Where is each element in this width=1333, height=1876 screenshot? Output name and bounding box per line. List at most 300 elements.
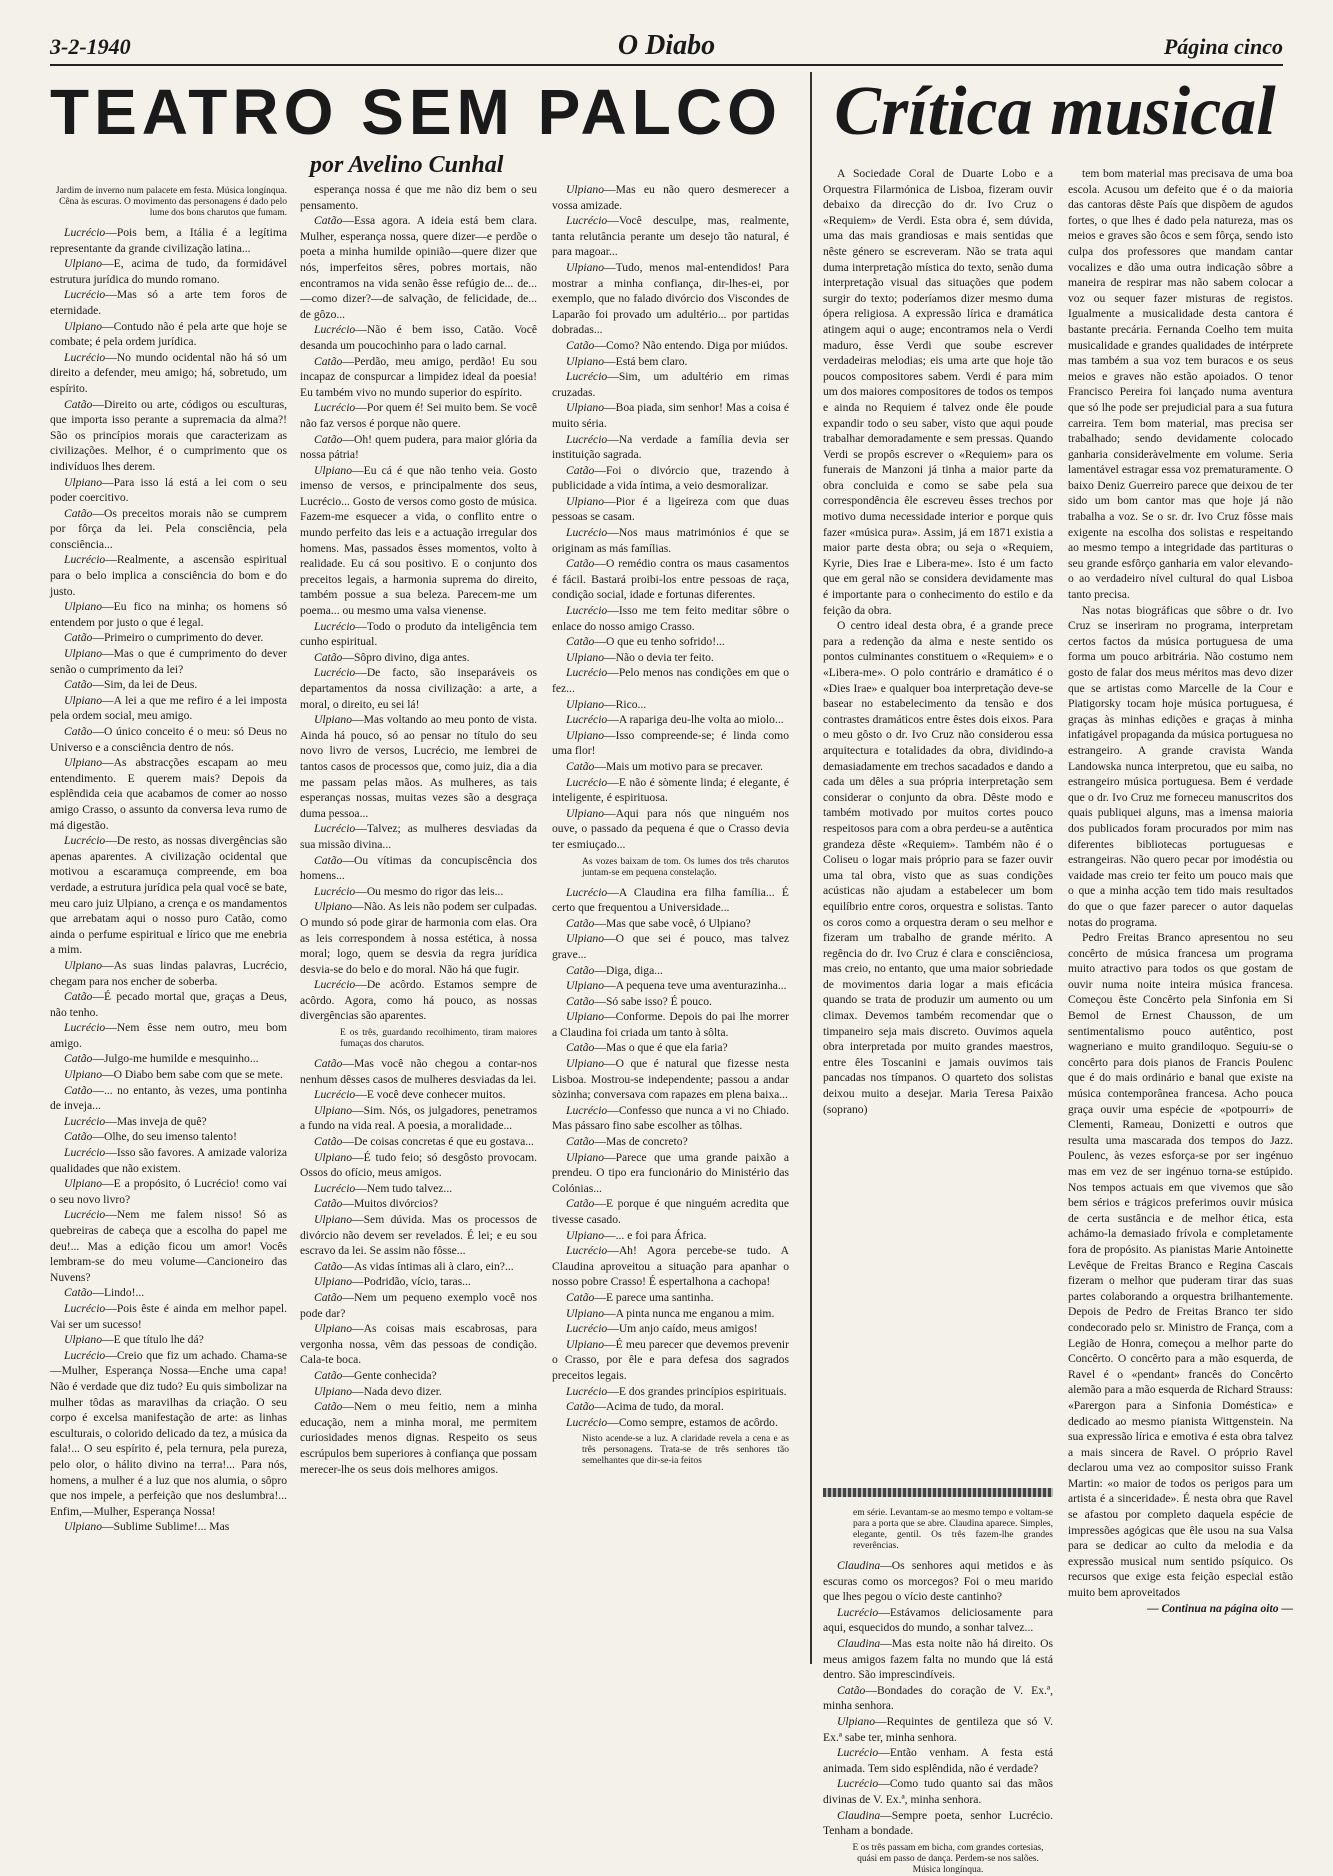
dialogue-line: Ulpiano—Está bem claro. xyxy=(566,354,688,368)
dialogue-line: Catão—Lindo!... xyxy=(64,1286,145,1300)
dialogue-line: Catão—Mais um motivo para se precaver. xyxy=(566,759,764,773)
speaker-name: Ulpiano xyxy=(566,728,605,742)
speaker-name: Lucrécio xyxy=(566,1415,608,1429)
dialogue-line: Catão—Primeiro o cumprimento do dever. xyxy=(64,631,264,645)
speaker-name: Ulpiano xyxy=(64,475,103,489)
dialogue-line: Catão—Bondades do coração de V. Ex.ª, minha senhora. xyxy=(823,1683,1053,1713)
speaker-name: Ulpiano xyxy=(566,1228,605,1242)
dialogue-text: Pior é a ligeireza com que duas pessoas se casam. xyxy=(552,494,789,524)
speaker-name: Ulpiano xyxy=(566,806,605,820)
speaker-name: Ulpiano xyxy=(314,1384,353,1398)
stage-direction: As vozes baixam de tom. Os lumes dos três charutos juntam-se em pequena constelação. xyxy=(582,856,789,878)
dialogue-text: Contudo não é pela arte que hoje se combate; é pela ordem jurídica. xyxy=(50,319,287,349)
dialogue-line: Catão—O que eu tenho sofrido!... xyxy=(566,635,725,649)
speaker-name: Ulpiano xyxy=(566,1010,605,1024)
speaker-name: Ulpiano xyxy=(314,1213,353,1226)
speaker-name: Ulpiano xyxy=(314,1150,353,1164)
dialogue-line: Ulpiano—Mas voltando ao meu ponto de vista. Ainda há pouco, só ao pensar no título do seu novo livro de versos, Lucrécio, me lembrei de tantos casos de processos que, como juiz, dia a dia me passam pelas mãos. As mulheres, as tais esperanças nossas, muitas vezes são a desgraça duma pessoa... xyxy=(300,713,537,820)
dialogue-text: Não é bem isso, Catão. Você desanda um poucochinho para o lado carnal. xyxy=(300,323,537,352)
speaker-name: Catão xyxy=(64,725,93,738)
dialogue-line: Ulpiano—As abstracções escapam ao meu entendimento. E querem mais? Depois da esplêndida ceia que acabamos de comer ao nosso amigo Crasso, o assunto da conversa leva rumo de má digestão. xyxy=(50,756,287,832)
speaker-name: Ulpiano xyxy=(64,1177,103,1191)
dialogue-text: Sim, da lei de Deus. xyxy=(103,678,198,692)
dialogue-line: Lucrécio—E dos grandes princípios espirituais. xyxy=(566,1384,787,1398)
dialogue-text: Confesso que nunca a vi no Chiado. Mas pássaro fino sabe escolher as tôlhas. xyxy=(552,1103,789,1133)
dialogue-line: Lucrécio—No mundo ocidental não há só um direito a defender, meu amigo; há, sobretudo, um espírito. xyxy=(50,350,287,395)
dialogue-line: Lucrécio—Nem me falem nisso! Só as quebreiras de cabeça que a escolha do papel me deu!... Mas a edição ficou um amor! Vocês lembram-se do meu volume—Cancioneiro das Nuvens? xyxy=(50,1208,287,1284)
dialogue-text: Direito ou arte, códigos ou esculturas, que importa isso perante a supremacia da alma?! São os princípios morais que caracterizam as civilizações. Melhor, é o cumprimento que os indivíduos lhes derem. xyxy=(50,397,287,473)
dialogue-line: Catão—Julgo-me humilde e mesquinho... xyxy=(64,1052,259,1066)
dialogue-text: Está bem claro. xyxy=(615,354,688,368)
speaker-name: Catão xyxy=(314,1290,343,1304)
speaker-name: Ulpiano xyxy=(64,958,103,972)
speaker-name: Catão xyxy=(64,1130,93,1144)
dialogue-line: Lucrécio—Como sempre, estamos de acôrdo. xyxy=(566,1415,778,1429)
critica-headline: Crítica musical xyxy=(834,73,1276,150)
dialogue-text: O que eu tenho sofrido!... xyxy=(605,635,725,649)
dialogue-text: Foi o divórcio que, trazendo à publicidade a vida íntima, a veio desmoralizar. xyxy=(552,463,789,493)
dialogue-text: E que título lhe dá? xyxy=(113,1333,204,1347)
stage-direction: E os três, guardando recolhimento, tiram maiores fumaças dos charutos. xyxy=(340,1028,537,1050)
speaker-name: Lucrécio xyxy=(64,1348,106,1362)
speaker-name: Ulpiano xyxy=(64,1520,103,1534)
dialogue-text: E porque é que ninguém acredita que tivesse casado. xyxy=(552,1197,789,1226)
dialogue-line: Lucrécio—Confesso que nunca a vi no Chiado. Mas pássaro fino sabe escolher as tôlhas. xyxy=(552,1103,789,1133)
speaker-name: Ulpiano xyxy=(566,183,605,196)
dialogue-text: Sempre poeta, senhor Lucrécio. Tenham a bondade. xyxy=(823,1808,1053,1838)
dialogue-line: Lucrécio—Creio que fiz um achado. Chama-se—Mulher, Esperança Nossa—Enche uma capa! Não é verdade que diz tudo? Eu quis simbolizar na mulher tôdas as maravilhas da criação. O seu corpo é excelsa manifestação de arte: as linhas esculturais, o colorido delicado da tez, a música da fala!... O seu espírito é, pela ternura, pela pureza, pelo olor, o hálito divino na terra!... Para nós, homens, a mulher é a luz que nos alumia, o sôpro que nos impele, a perfeição que nos deslumbra!... Enfim,—Mulher, Esperança Nossa! xyxy=(50,1348,287,1518)
dialogue-line: Ulpiano—E, acima de tudo, da formidável estrutura jurídica do mundo romano. xyxy=(50,257,287,286)
speaker-name: Claudina xyxy=(837,1808,881,1822)
speaker-name: Lucrécio xyxy=(837,1605,879,1619)
speaker-name: Catão xyxy=(314,853,343,867)
dialogue-text: Mais um motivo para se precaver. xyxy=(605,759,764,773)
speaker-name: Ulpiano xyxy=(314,1275,353,1289)
dialogue-line: Lucrécio—E não é sòmente linda; é elegante, é inteligente, é espirituosa. xyxy=(552,775,789,805)
dialogue-line: Ulpiano—Parece que uma grande paixão a prendeu. O tipo era funcionário do Ministério das Colónias... xyxy=(552,1150,789,1195)
teatro-column-2 xyxy=(300,182,537,1670)
teatro-byline: por Avelino Cunhal xyxy=(310,152,504,178)
dialogue-line: Ulpiano—E a propósito, ó Lucrécio! como vai o seu novo livro? xyxy=(50,1177,287,1206)
dialogue-line: Catão—Os preceitos morais não se cumprem por fôrça da lei. Pela consciência, pela consciência... xyxy=(50,506,287,551)
dialogue-text: Acima de tudo, da moral. xyxy=(605,1400,724,1414)
dialogue-text: Pois êste é ainda em melhor papel. Vai ser um sucesso! xyxy=(50,1301,287,1331)
speaker-name: Ulpiano xyxy=(566,494,605,508)
dialogue-line: Lucrécio—Na verdade a família devia ser instituição sagrada. xyxy=(552,432,789,462)
dialogue-text: A pinta nunca me enganou a mim. xyxy=(615,1306,775,1320)
critica-column-1 xyxy=(823,166,1053,1476)
speaker-name: Ulpiano xyxy=(837,1714,876,1728)
speaker-name: Lucrécio xyxy=(314,978,356,992)
dialogue-text: Diga, diga... xyxy=(605,963,663,977)
dialogue-line: Catão—De coisas concretas é que eu gostava... xyxy=(314,1135,534,1149)
dialogue-text: As abstracções escapam ao meu entendimento. E querem mais? Depois da esplêndida ceia que acabamos de comer ao nosso amigo Crasso, o assunto da conversa leva rumo de má digestão. xyxy=(50,756,287,832)
speaker-name: Catão xyxy=(566,1197,595,1211)
dialogue-text: Mas voltando ao meu ponto de vista. Ainda há pouco, só ao pensar no título do seu novo livro de versos, Lucrécio, me lembrei de tantos casos de processos que, como juiz, dia a dia me passam pelas mãos. As mulheres, as tais esperanças nossas, muitas vezes são a desgraça duma pessoa... xyxy=(300,713,537,820)
speaker-name: Lucrécio xyxy=(314,619,356,633)
dialogue-line: Catão—Mas de concreto? xyxy=(566,1135,688,1149)
dialogue-line: Catão—Acima de tudo, da moral. xyxy=(566,1400,724,1414)
dialogue-text: Tudo, menos mal-entendidos! Para mostrar a minha confiança, dir-lhes-ei, por exemplo, que no falado divórcio dos Viscondes de Laparão foi provado um adultério... por partidas dobradas... xyxy=(552,260,789,337)
speaker-name: Catão xyxy=(837,1683,866,1697)
dialogue-text: Todo o produto da inteligência tem cunho espiritual. xyxy=(300,619,537,649)
dialogue-text: Isso compreende-se; é linda como uma flor! xyxy=(552,728,789,758)
speaker-name: Catão xyxy=(314,354,343,368)
dialogue-text: O que sei é pouco, mas talvez grave... xyxy=(552,932,789,961)
dialogue-text: Conforme. Depois do pai lhe morrer a Claudina foi criada um tanto à sôlta. xyxy=(552,1010,789,1039)
dialogue-text: É tudo feio; só desgôsto provocam. Ossos do ofício, meus amigos. xyxy=(300,1150,537,1180)
dialogue-line: Catão—É pecado mortal que, graças a Deus, não tenho. xyxy=(50,990,287,1019)
dialogue-text: Só sabe isso? É pouco. xyxy=(605,994,712,1008)
dialogue-text: Os preceitos morais não se cumprem por fôrça da lei. Pela consciência, pela consciência... xyxy=(50,506,287,551)
speaker-name: Lucrécio xyxy=(314,1088,356,1102)
speaker-name: Lucrécio xyxy=(566,370,608,384)
stage-direction: Nisto acende-se a luz. A claridade revela a cena e as três personagens. Trata-se de três senhores tão semelhantes que dir-se-ia feitos xyxy=(582,1434,789,1467)
speaker-name: Catão xyxy=(64,990,93,1004)
dialogue-line: Lucrécio—A rapariga deu-lhe volta ao miolo... xyxy=(566,713,784,727)
dialogue-text: A pequena teve uma aventurazinha... xyxy=(615,979,787,993)
continued-note: — Continua na página oito — xyxy=(1147,1601,1293,1615)
speaker-name: Lucrécio xyxy=(64,1146,106,1160)
dialogue-text: Nem êsse nem outro, meu bom amigo. xyxy=(50,1021,287,1050)
dialogue-text: Nada devo dizer. xyxy=(363,1384,442,1398)
teatro-column-3 xyxy=(552,182,789,1670)
dialogue-text: Por quem é! Sei muito bem. Se você não faz versos é porque não quere. xyxy=(300,401,537,430)
dialogue-text: Como? Não entendo. Diga por miúdos. xyxy=(605,338,788,352)
dialogue-line: Catão—Muitos divórcios? xyxy=(314,1197,439,1211)
speaker-name: Ulpiano xyxy=(314,463,353,477)
speaker-name: Catão xyxy=(64,678,93,692)
speaker-name: Ulpiano xyxy=(566,932,605,946)
dialogue-text: A Claudina era filha família... É certo que frequentou a Universidade... xyxy=(552,885,789,915)
dialogue-line: Claudina—Os senhores aqui metidos e às escuras como os morcegos? Foi o meu marido que lhes pegou o vício deste cantinho? xyxy=(823,1559,1053,1604)
speaker-name: Catão xyxy=(566,1135,595,1149)
dialogue-line: Lucrécio—Pelo menos nas condições em que o fez... xyxy=(552,666,789,695)
dialogue-text: E dos grandes princípios espirituais. xyxy=(618,1384,787,1398)
dialogue-line: Lucrécio—Mas só a arte tem foros de eternidade. xyxy=(50,288,287,317)
speaker-name: Lucrécio xyxy=(566,666,608,680)
dialogue-line: Catão—Perdão, meu amigo, perdão! Eu sou incapaz de conspurcar a limpidez ideal da poesia! Eu também vivo no mundo superior do espírito. xyxy=(300,354,537,399)
speaker-name: Lucrécio xyxy=(566,432,608,446)
dialogue-text: Como sempre, estamos de acôrdo. xyxy=(618,1415,778,1429)
dialogue-text: O Diabo bem sabe com que se mete. xyxy=(113,1068,283,1082)
dialogue-line: Lucrécio—Nem êsse nem outro, meu bom amigo. xyxy=(50,1021,287,1050)
speaker-name: Ulpiano xyxy=(566,1057,605,1071)
dialogue-text: Pois bem, a Itália é a legítima representante da grande civilização latina... xyxy=(50,226,287,255)
speaker-name: Lucrécio xyxy=(64,1301,106,1315)
review-paragraph: tem bom material mas precisava de uma boa escola. Acusou um defeito que é o da maioria das cantoras dêste País que dispõem de agudos fortes, o que lhes é dado pela natureza, mas os meios e graves são ôcos e sem fôrça, sendo isto culpa dos professores que mandam cantar vocalizes e dão uma outra indicação sôbre a maneira de respirar mas não sabem colocar a voz ou sequer fazer misturas de registos. Igualmente a musicalidade desta cantora é bastante precária. Fernanda Coelho tem muita musicalidade e grandes qualidades de intérprete mas também a sua voz tem buracos e os seus meios e graves não estão apoiados. O tenor Francisco Pereira foi lançado numa aventura que só lhe pode ser prejudicial para a sua futura carreira. Tem bom material, mas precisa ser trabalhado; sendo devidamente colocado ganharia consideràvelmente em volume. Seria lamentável estragar essa voz prematuramente. O baixo Deniz Guerreiro parece que deixou de ter sido um bom cantor mas que hoje já não trabalha a voz. Se o sr. dr. Ivo Cruz fôsse mais exigente na escolha dos solistas e respeitando ao mesmo tempo a integridade das partituras o seu grande esfôrço ganharia em valor elevando-o ao verdadeiro nível cultural do qual Lisboa tanto precisa. xyxy=(1068,167,1293,602)
dialogue-line: Lucrécio—Talvez; as mulheres desviadas da sua missão divina... xyxy=(300,822,537,851)
dialogue-line: Catão—Foi o divórcio que, trazendo à publicidade a vida íntima, a veio desmoralizar. xyxy=(552,463,789,493)
speaker-name: Lucrécio xyxy=(314,401,356,415)
dialogue-line xyxy=(300,182,537,213)
dialogue-line: Catão—Ou vítimas da concupiscência dos homens... xyxy=(300,853,537,883)
speaker-name: Catão xyxy=(566,963,595,977)
dialogue-line: Catão—O único conceito é o meu: só Deus no Universo e a consciência dentro de nós. xyxy=(50,725,287,754)
dialogue-line: Catão—As vidas íntimas ali à claro, ein?... xyxy=(314,1259,514,1273)
speaker-name: Lucrécio xyxy=(64,1021,106,1035)
dialogue-text: Aqui para nós que ninguém nos ouve, o passado da pequena é que o Crasso devia ter esmiuçado... xyxy=(552,806,789,851)
speaker-name: Catão xyxy=(566,994,595,1008)
page-header xyxy=(50,30,1283,66)
dialogue-line: Catão—Direito ou arte, códigos ou esculturas, que importa isso perante a supremacia da alma?! São os princípios morais que caracterizam as civilizações. Melhor, é o cumprimento que os indivíduos lhes derem. xyxy=(50,397,287,473)
speaker-name: Ulpiano xyxy=(566,979,605,993)
speaker-name: Catão xyxy=(566,759,595,773)
dialogue-text: Os senhores aqui metidos e às escuras como os morcegos? Foi o meu marido que lhes pegou o vício deste cantinho? xyxy=(823,1559,1053,1604)
dialogue-text: esperança nossa é que me não diz bem o seu pensamento. xyxy=(300,183,537,212)
speaker-name: Lucrécio xyxy=(566,775,608,789)
speaker-name: Lucrécio xyxy=(64,288,106,302)
dialogue-line: Lucrécio—Nos maus matrimónios é que se originam as más famílias. xyxy=(552,526,789,555)
dialogue-text: O único conceito é o meu: só Deus no Universo e a consciência dentro de nós. xyxy=(50,725,287,754)
dialogue-line: Catão—Mas que sabe você, ó Ulpiano? xyxy=(566,916,751,930)
dialogue-line: Catão—Sôpro divino, diga antes. xyxy=(314,650,470,664)
dialogue-text: Sem dúvida. Mas os processos de divórcio não devem ser revelados. É lei; e eu sou escravo da lei. Se assim não fôsse... xyxy=(300,1213,537,1258)
dialogue-text: De coisas concretas é que eu gostava... xyxy=(353,1135,534,1149)
speaker-name: Catão xyxy=(64,1052,93,1066)
dialogue-text: Oh! quem pudera, para maior glória da nossa pátria! xyxy=(300,432,537,462)
dialogue-text: Como tudo quanto sai das mãos divinas de V. Ex.ª, minha senhora. xyxy=(823,1777,1053,1806)
dialogue-text: Creio que fiz um achado. Chama-se—Mulher, Esperança Nossa—Enche uma capa! Não é verdade que diz tudo? Eu quis simbolizar na mulher tôdas as maravilhas da criação. O seu corpo é excelsa manifestação de arte: as linhas esculturais, o colorido delicado da tez, a música da fala!... O seu espírito é, pela ternura, pela pureza, pelo olor, o hálito divino na terra!... Para nós, homens, a mulher é a luz que nos alumia, o sôpro que nos impele, a perfeição que nos deslumbra!... Enfim,—Mulher, Esperança Nossa! xyxy=(50,1348,287,1518)
dialogue-line: Lucrécio—A Claudina era filha família... É certo que frequentou a Universidade... xyxy=(552,885,789,915)
dialogue-line: Catão—Gente conhecida? xyxy=(314,1368,437,1382)
dialogue-line: Ulpiano—É tudo feio; só desgôsto provocam. Ossos do ofício, meus amigos. xyxy=(300,1150,537,1180)
dialogue-line: Catão—O remédio contra os maus casamentos é fácil. Bastará proibi-los entre pessoas de raça, condição social, idade e fortunas diferentes. xyxy=(552,557,789,602)
dialogue-text: Nem tudo talvez... xyxy=(366,1181,453,1195)
speaker-name: Ulpiano xyxy=(566,650,605,664)
dialogue-line: Catão—Oh! quem pudera, para maior glória da nossa pátria! xyxy=(300,432,537,462)
dialogue-line: Catão—Sim, da lei de Deus. xyxy=(64,678,198,692)
dialogue-line: Lucrécio—Isso são favores. A amizade valoriza qualidades que não existem. xyxy=(50,1146,287,1175)
speaker-name: Ulpiano xyxy=(314,1103,353,1117)
dialogue-line: Ulpiano—Não. As leis não podem ser culpadas. O mundo só pode girar de harmonia com elas. Ora as leis correspondem à nossa estética, à nossa moral; logo, quem se desvia da regra jurídica desvia-se do belo e do moral. Não há que fugir. xyxy=(300,900,537,976)
dialogue-text: Essa agora. A ideia está bem clara. Mulher, esperança nossa, quere dizer—e perdõe o poeta a minha humilde opinião—quere dizer que nós, imperfeitos sêres, pobres mortais, não encontramos na vida senão êsse refúgio de... de...—como dizer?—de salvação, de felicidade, de... de gôzo... xyxy=(300,214,537,321)
dialogue-line: Ulpiano—Contudo não é pela arte que hoje se combate; é pela ordem jurídica. xyxy=(50,319,287,349)
critica-column-2 xyxy=(1068,166,1293,1666)
dialogue-text: As vidas íntimas ali à claro, ein?... xyxy=(353,1259,514,1273)
dialogue-line: Catão—Nem um pequeno exemplo você nos pode dar? xyxy=(300,1290,537,1320)
dialogue-text: Não. As leis não podem ser culpadas. O mundo só pode girar de harmonia com elas. Ora as leis correspondem à nossa estética, à nossa moral; logo, quem se desvia da regra jurídica desvia-se do belo e do moral. Não há que fugir. xyxy=(300,900,537,976)
dialogue-text: Mas inveja de quê? xyxy=(116,1114,207,1128)
dialogue-line: Catão—Só sabe isso? É pouco. xyxy=(566,994,712,1008)
speaker-name: Ulpiano xyxy=(314,713,353,727)
dialogue-line: Lucrécio—Ah! Agora percebe-se tudo. A Claudina aproveitou a situação para apanhar o nosso pobre Crasso! É espertalhona a cachopa! xyxy=(552,1244,789,1289)
speaker-name: Catão xyxy=(314,214,343,228)
dialogue-line: Ulpiano—Pior é a ligeireza com que duas pessoas se casam. xyxy=(552,494,789,524)
speaker-name: Catão xyxy=(64,506,93,520)
speaker-name: Claudina xyxy=(837,1559,881,1572)
dialogue-text: Podridão, vício, taras... xyxy=(363,1275,471,1289)
dialogue-line: Ulpiano—As suas lindas palavras, Lucrécio, chegam para nos encher de soberba. xyxy=(50,958,287,988)
stage-direction: em série. Levantam-se ao mesmo tempo e voltam-se para a porta que se abre. Claudina aparece. Simples, elegante, gentil. Os três fazem-lhe grandes reverências. xyxy=(853,1508,1053,1551)
speaker-name: Ulpiano xyxy=(566,1306,605,1320)
dialogue-line: Ulpiano—A lei a que me refiro é a lei imposta pela ordem social, meu amigo. xyxy=(50,693,287,723)
dialogue-line: Ulpiano—Eu fico na minha; os homens só entendem por justo o que é legal. xyxy=(50,600,287,629)
speaker-name: Lucrécio xyxy=(64,226,106,239)
dialogue-line: Ulpiano—Conforme. Depois do pai lhe morrer a Claudina foi criada um tanto à sôlta. xyxy=(552,1010,789,1039)
page-number: Página cinco xyxy=(1163,34,1283,59)
dialogue-text: Rico... xyxy=(615,697,647,711)
teatro-column-1 xyxy=(50,182,287,1670)
dialogue-text: No mundo ocidental não há só um direito a defender, meu amigo; há, sobretudo, um espírito. xyxy=(50,350,287,395)
speaker-name: Lucrécio xyxy=(64,553,106,567)
dialogue-text: Muitos divórcios? xyxy=(353,1197,439,1211)
speaker-name: Lucrécio xyxy=(566,214,608,228)
dialogue-text: Sim, um adultério em rimas cruzadas. xyxy=(552,370,789,399)
speaker-name: Ulpiano xyxy=(64,1333,103,1347)
speaker-name: Catão xyxy=(314,1135,343,1149)
speaker-name: Ulpiano xyxy=(64,319,103,333)
dialogue-text: Mas você não chegou a contar-nos nenhum dêsses casos de mulheres desviadas da lei. xyxy=(300,1057,537,1086)
dialogue-line: Lucrécio—De resto, as nossas divergências são apenas aparentes. A civilização ocidental que motivou a escaramuça compreende, em boa verdade, a estrutura jurídica pela qual você se bate, meu caro juiz Ulpiano, a crença e os mandamentos que arrebatam aqui o nosso puro Catão, como ainda o perfume espiritual e lírico que me enebria a mim. xyxy=(50,834,287,957)
dialogue-line: Ulpiano—O Diabo bem sabe com que se mete. xyxy=(64,1068,283,1082)
dialogue-line: Ulpiano—As coisas mais escabrosas, para vergonha nossa, vêm das pessoas de condição. Cala-te boca. xyxy=(300,1322,537,1367)
speaker-name: Ulpiano xyxy=(566,401,605,415)
dialogue-text: Eu fico na minha; os homens só entendem por justo o que é legal. xyxy=(50,600,287,629)
dialogue-text: E parece uma santinha. xyxy=(605,1290,714,1304)
dialogue-text: ... no entanto, às vezes, uma pontinha de inveja... xyxy=(50,1083,287,1113)
speaker-name: Lucrécio xyxy=(566,885,608,899)
dialogue-text: Requintes de gentileza que só V. Ex.ª sabe ter, minha senhora. xyxy=(823,1714,1053,1744)
dialogue-line: Catão—Essa agora. A ideia está bem clara. Mulher, esperança nossa, quere dizer—e perdõe o poeta a minha humilde opinião—quere dizer que nós, imperfeitos sêres, pobres mortais, não encontramos na vida senão êsse refúgio de... de...—como dizer?—de salvação, de felicidade, de... de gôzo... xyxy=(300,214,537,321)
dialogue-text: Ah! Agora percebe-se tudo. A Claudina aproveitou a situação para apanhar o nosso pobre Crasso! É espertalhona a cachopa! xyxy=(552,1244,789,1289)
dialogue-text: O que é natural que fizesse nesta Lisboa. Mostrou-se independente; passou a andar sòzinha; conversava com rapazes em plena baixa... xyxy=(552,1057,789,1102)
dialogue-text: Isso me tem feito meditar sôbre o enlace do nosso amigo Crasso. xyxy=(552,604,789,633)
dialogue-text: De acôrdo. Estamos sempre de acôrdo. Agora, como há pouco, as nossas divergências são aparentes. xyxy=(300,978,537,1023)
dialogue-line: Catão—Mas você não chegou a contar-nos nenhum dêsses casos de mulheres desviadas da lei. xyxy=(300,1057,537,1086)
dialogue-text: Nos maus matrimónios é que se originam as más famílias. xyxy=(552,526,789,555)
speaker-name: Catão xyxy=(314,1259,343,1273)
column-divider xyxy=(810,72,812,1664)
dialogue-text: Talvez; as mulheres desviadas da sua missão divina... xyxy=(300,822,537,851)
dialogue-text: O remédio contra os maus casamentos é fácil. Bastará proibi-los entre pessoas de raça, condição social, idade e fortunas diferentes. xyxy=(552,557,789,602)
dialogue-text: Nem me falem nisso! Só as quebreiras de cabeça que a escolha do papel me deu!... Mas a edição ficou um amor! Vocês lembram-se do meu volume—Cancioneiro das Nuvens? xyxy=(50,1208,287,1284)
dialogue-line: Catão—Diga, diga... xyxy=(566,963,663,977)
review-paragraph: O centro ideal desta obra, é a grande prece para a redenção da alma e neste sentido os pontos culminantes constituem o «Requiem» e o «Libera-me». O polo contrário e dramático é o «Dies Irae» e qualquer boa interpretação deve-se basear no estabelecimento da tensão e dos contrastes dramáticos entre êstes dois eixos. Para o meu gôsto o dr. Ivo Cruz não considerou essa arquitectura e totalidades da obra, dividindo-a demasiadamente em trechos sacadados e dando a cada um dêles a sua própria interpretação sem considerar o conjunto da obra. Dêste modo e também motivado por muitos cortes pouco respeitosos para com a obra perdeu-se a autêntica grandeza dêste «Requiem». Também não é o Coliseu o logar mais próprio para se fazer ouvir uma tal obra, visto que as suas condições acústicas não ajudam a estabelecer um bom equilíbrio entre coros, orquestra e solistas. Tanto os coros como a orquestra deram o seu melhor e fizeram um trabalho de grande mérito. A regência do dr. Ivo Cruz é clara e consciênciosa, mas creio, no entanto, que uma maior sobriedade de movimentos daria logar a mais eficácia quando se trata de produzir um aumento ou um climax. Devemos também recomendar que o timpaneiro seja mais discreto. Ouvimos aquela obra interpretada por muito grandes maestros, entre êles Toscanini e jamais ouvimos tais pancadas nos tímpanos. O quarteto dos solistas deixou muito a desejar. Maria Teresa Paixão (soprano) xyxy=(823,619,1053,1116)
dialogue-line: Lucrécio—Então venham. A festa está animada. Tem sido esplêndida, não é verdade? xyxy=(823,1746,1053,1775)
dialogue-text: Não o devia ter feito. xyxy=(615,650,714,664)
speaker-name: Ulpiano xyxy=(64,1068,103,1082)
speaker-name: Catão xyxy=(64,631,93,645)
dialogue-text: Mas de concreto? xyxy=(605,1135,688,1149)
stage-direction: E os três passam em bicha, com grandes cortesias, quási em passo de dança. Perdem-se nos salões. Música longínqua. xyxy=(852,1842,1044,1875)
speaker-name: Catão xyxy=(566,635,595,649)
speaker-name: Catão xyxy=(64,1286,93,1300)
dialogue-text: E a propósito, ó Lucrécio! como vai o seu novo livro? xyxy=(50,1177,287,1206)
dialogue-text: Boa piada, sim senhor! Mas a coisa é muito séria. xyxy=(552,401,789,430)
dialogue-text: Mas que sabe você, ó Ulpiano? xyxy=(605,916,751,930)
dialogue-line: Lucrécio—Pois bem, a Itália é a legítima representante da grande civilização latina... xyxy=(50,226,287,255)
dialogue-text: Primeiro o cumprimento do dever. xyxy=(103,631,264,645)
dialogue-text: Mas eu não quero desmerecer a vossa amizade. xyxy=(552,183,789,212)
dialogue-line: Catão—E porque é que ninguém acredita que tivesse casado. xyxy=(552,1197,789,1226)
dialogue-text: Mas o que é que ela faria? xyxy=(605,1041,728,1055)
dialogue-line: Lucrécio—Você desculpe, mas, realmente, tanta relutância perante um desejo tão natural, é para magoar... xyxy=(552,214,789,259)
speaker-name: Lucrécio xyxy=(566,1103,608,1117)
dialogue-text: Mas esta noite não há direito. Os meus amigos fazem falta no mundo que lá está dentro. São imprescindíveis. xyxy=(823,1636,1053,1682)
dialogue-text: Um anjo caído, meus amigos! xyxy=(618,1322,758,1336)
dialogue-text: É meu parecer que devemos prevenir o Crasso, por êle e para defesa dos sagrados preceitos legais. xyxy=(552,1337,789,1382)
dialogue-text: De facto, são inseparáveis os departamentos da nossa civilização: a arte, a moral, o direito, eu sei lá! xyxy=(300,666,537,711)
speaker-name: Lucrécio xyxy=(566,1322,608,1336)
speaker-name: Lucrécio xyxy=(64,350,106,364)
dialogue-line: Ulpiano—Eu cá é que não tenho veia. Gosto imenso de versos, e principalmente dos seus, Lucrécio... Gosto de versos como gosto de música. Fazem-me esquecer a vida, o conflito entre o mundo perfeito das leis e a actuação irregular dos homens. Mas, passados êsses momentos, volto à realidade. Eu cá sou positivo. E o conjunto dos preceitos legais, a harmonia suprema do direito, também possue a sua beleza. Parecem-me um poema... ou mesmo uma valsa vienense. xyxy=(300,463,537,618)
speaker-name: Ulpiano xyxy=(566,260,605,274)
dialogue-line: Lucrécio—Estávamos deliciosamente para aqui, esquecidos do mundo, a sonhar talvez... xyxy=(823,1605,1053,1635)
dialogue-line: Ulpiano—O que sei é pouco, mas talvez grave... xyxy=(552,932,789,961)
dialogue-line: Catão—Nem o meu feitio, nem a minha educação, nem a minha moral, me permitem curiosidades menos dignas. Respeito os seus escrúpulos bem superiores à confiança que possam merecer-lhe os seus dois melhores amigos. xyxy=(300,1400,537,1476)
dialogue-line: Ulpiano—Para isso lá está a lei com o seu poder coercitivo. xyxy=(50,475,287,505)
dialogue-line: Catão—E parece uma santinha. xyxy=(566,1290,714,1304)
speaker-name: Catão xyxy=(314,1400,343,1414)
teatro-headline: TEATRO SEM PALCO xyxy=(50,76,782,148)
speaker-name: Ulpiano xyxy=(314,900,353,914)
dialogue-line: Lucrécio—Todo o produto da inteligência tem cunho espiritual. xyxy=(300,619,537,649)
newspaper-page xyxy=(40,30,1293,1875)
dialogue-line: Ulpiano—Podridão, vício, taras... xyxy=(314,1275,471,1289)
dialogue-line: Ulpiano—A pinta nunca me enganou a mim. xyxy=(566,1306,775,1320)
dialogue-line: Lucrécio—Mas inveja de quê? xyxy=(64,1114,207,1128)
dialogue-text: Eu cá é que não tenho veia. Gosto imenso de versos, e principalmente dos seus, Lucrécio... Gosto de versos como gosto de música. Fazem-me esquecer a vida, o conflito entre o mundo perfeito das leis e a actuação irregular dos homens. Mas, passados êsses momentos, volto à realidade. Eu cá sou positivo. E o conjunto dos preceitos legais, a harmonia suprema do direito, também possue a sua beleza. Parecem-me um poema... ou mesmo uma valsa vienense. xyxy=(300,463,537,618)
speaker-name: Catão xyxy=(566,1400,595,1414)
dialogue-line: Ulpiano—Sim. Nós, os julgadores, penetramos a fundo na vida real. A poesia, a moralidade... xyxy=(300,1103,537,1133)
speaker-name: Catão xyxy=(566,557,595,571)
speaker-name: Lucrécio xyxy=(566,713,608,727)
dialogue-line: Ulpiano—Sem dúvida. Mas os processos de divórcio não devem ser revelados. É lei; e eu sou escravo da lei. Se assim não fôsse... xyxy=(300,1213,537,1258)
dialogue-line: Lucrécio—Isso me tem feito meditar sôbre o enlace do nosso amigo Crasso. xyxy=(552,604,789,633)
dialogue-text: Lindo!... xyxy=(103,1286,145,1300)
dialogue-text: Sim. Nós, os julgadores, penetramos a fundo na vida real. A poesia, a moralidade... xyxy=(300,1103,537,1133)
dialogue-text: De resto, as nossas divergências são apenas aparentes. A civilização ocidental que motivou a escaramuça compreende, em boa verdade, a estrutura jurídica pela qual você se bate, meu caro juiz Ulpiano, a crença e os mandamentos que arrebatam aqui o nosso puro Catão, como ainda o perfume espiritual e lírico que me enebria a mim. xyxy=(50,834,287,957)
dialogue-text: ... e foi para África. xyxy=(615,1228,707,1242)
speaker-name: Lucrécio xyxy=(566,1244,608,1258)
dialogue-line: Catão—Mas o que é que ela faria? xyxy=(566,1041,728,1055)
speaker-name: Catão xyxy=(566,1041,595,1055)
dialogue-text: As coisas mais escabrosas, para vergonha nossa, vêm das pessoas de condição. Cala-te boca. xyxy=(300,1322,537,1367)
review-paragraph: A Sociedade Coral de Duarte Lobo e a Orquestra Filarmónica de Lisboa, fizeram ouvir debaixo da direcção do dr. Ivo Cruz o «Requiem» de Verdi. Esta obra é, sem dúvida, uma das mais grandiosas e mais sentidas que nêste género se escreveram. Não se trata aqui duma interpretação mística do texto, senão duma interpretação visual das situações que podem surgir do texto; poderíamos dizer mesmo duma ópera religiosa. A expressão lírica e dramática atingem aqui o auge; encontramos nela o Verdi maduro, êsse Verdi que soube escrever verdadeiras melodias; eis uma arte que hoje tão poucos compositores sabem. Verdi é para mim um dos maiores compositores de todos os tempos e ainda no Requiem é talvez onde êle poude expandir todo o seu saber, visto que aqui poude trabalhar demoradamente e sem pressas. Quando Verdi se propôs escrever o «Requiem» para os funerais de Manzoni já tinha a maior parte da obra concluida e como se sabe pela sua correspondência êle escreveu êsses trechos por motivo duma necessidade interior e porque quis fazer «música pura». Assim, já em 1871 existia a maior parte desta obra; ou seja o «Requiem, Kyrie, Dies Irae e Libera-me». Isto é um facto que em geral não se considera devidamente mas é importante para o conhecimento do estilo e da feição da obra. xyxy=(823,167,1053,617)
dialogue-text: Ou vítimas da concupiscência dos homens... xyxy=(300,853,537,883)
speaker-name: Lucrécio xyxy=(566,604,608,618)
dialogue-line: Lucrécio—De facto, são inseparáveis os departamentos da nossa civilização: a arte, a moral, o direito, eu sei lá! xyxy=(300,666,537,711)
speaker-name: Lucrécio xyxy=(314,1181,356,1195)
dialogue-line: Ulpiano—Nada devo dizer. xyxy=(314,1384,442,1398)
section-separator xyxy=(823,1488,1053,1497)
speaker-name: Lucrécio xyxy=(837,1746,879,1760)
dialogue-text: Sublime Sublime!... Mas xyxy=(113,1520,230,1534)
dialogue-line: Ulpiano—Mas o que é cumprimento do dever senão o cumprimento da lei? xyxy=(50,647,287,676)
dialogue-text: Pelo menos nas condições em que o fez... xyxy=(552,666,789,695)
dialogue-text: Ou mesmo do rigor das leis... xyxy=(366,884,504,898)
dialogue-line: Lucrécio—Sim, um adultério em rimas cruzadas. xyxy=(552,370,789,399)
speaker-name: Catão xyxy=(566,338,595,352)
dialogue-line: Lucrécio—De acôrdo. Estamos sempre de acôrdo. Agora, como há pouco, as nossas divergências são aparentes. xyxy=(300,978,537,1023)
dialogue-text: Mas o que é cumprimento do dever senão o cumprimento da lei? xyxy=(50,647,287,676)
speaker-name: Lucrécio xyxy=(314,666,356,680)
dialogue-text: Gente conhecida? xyxy=(353,1368,437,1382)
dialogue-text: E não é sòmente linda; é elegante, é inteligente, é espirituosa. xyxy=(552,775,789,805)
speaker-name: Catão xyxy=(314,650,343,664)
speaker-name: Ulpiano xyxy=(566,1150,605,1164)
dialogue-line: Ulpiano—A pequena teve uma aventurazinha... xyxy=(566,979,787,993)
speaker-name: Lucrécio xyxy=(566,526,608,540)
dialogue-line: Ulpiano—Aqui para nós que ninguém nos ouve, o passado da pequena é que o Crasso devia ter esmiuçado... xyxy=(552,806,789,851)
speaker-name: Catão xyxy=(64,397,93,411)
review-paragraph: Pedro Freitas Branco apresentou no seu concêrto de música francesa um programa muito atractivo para todos os que gostam de ouvir numa noite inteira música francesa. Começou êste Concêrto pela Sinfonia em Si Bemol de Ernest Chausson, de um sentimentalismo pouco autêntico, post wagneriano e muito grandiloquo. Seguiu-se o concêrto para dois pianos de Francis Poulenc que é do mais ordinário e banal que existe na música contemporânea francesa. Acho pouca graça ouvir uma espécie de «potpourri» de Clementi, Rameau, Donizetti e outros que resulta uma mascarada dos tempos do Jazz. Poulenc, às vezes esforça-se por ser ingénuo mas em vez de ser ingénuo torna-se estúpido. Nos tempos actuais em que vivemos que são bem sérios e trágicos preferimos ouvir música de certa sustância e de melhor ética, esta achámo-la demasiado frívola e completamente fora de propósito. As pianistas Marie Antoinette Levêque de Freitas Branco e Regina Cascais fizeram o melhor que puderam tirar das suas partes colaborando a orquestra brilhantemente. Depois de Pedro de Freitas Branco ter sido condecorado pelo sr. Ministro de França, com a Legião de Honra, começou a melhor parte do Concêrto. O concêrto para a mão esquerda, de Ravel é o «pendant» francês do Concêrto alemão para a mão esquerda de Richard Strauss: «Parergon para a Sinfonia Doméstica» e dedicado ao mesmo pianista Wittgenstein. Na sua expressão lírica e emotiva é esta obra talvez a mais sincera de Ravel. O próprio Ravel declarou uma vez ao compositor suisso Frank Martin: «o maior de todos os perigos para um artista é a sinceridade». É nesta obra que Ravel se afastou por completo daquela espécie de impressões agógicas que êle usou na sua Valsa para se dedicar ao culto da melodia e da expressão musical num sentido psíquico. Os recursos que exige esta feição especial estão muito bem aproveitados xyxy=(1068,931,1293,1600)
dialogue-line: Ulpiano—Tudo, menos mal-entendidos! Para mostrar a minha confiança, dir-lhes-ei, por exemplo, que no falado divórcio dos Viscondes de Laparão foi provado um adultério... por partidas dobradas... xyxy=(552,260,789,337)
dialogue-line: Ulpiano—Requintes de gentileza que só V. Ex.ª sabe ter, minha senhora. xyxy=(823,1714,1053,1744)
speaker-name: Catão xyxy=(314,432,343,446)
dialogue-text: Estávamos deliciosamente para aqui, esquecidos do mundo, a sonhar talvez... xyxy=(823,1605,1053,1635)
